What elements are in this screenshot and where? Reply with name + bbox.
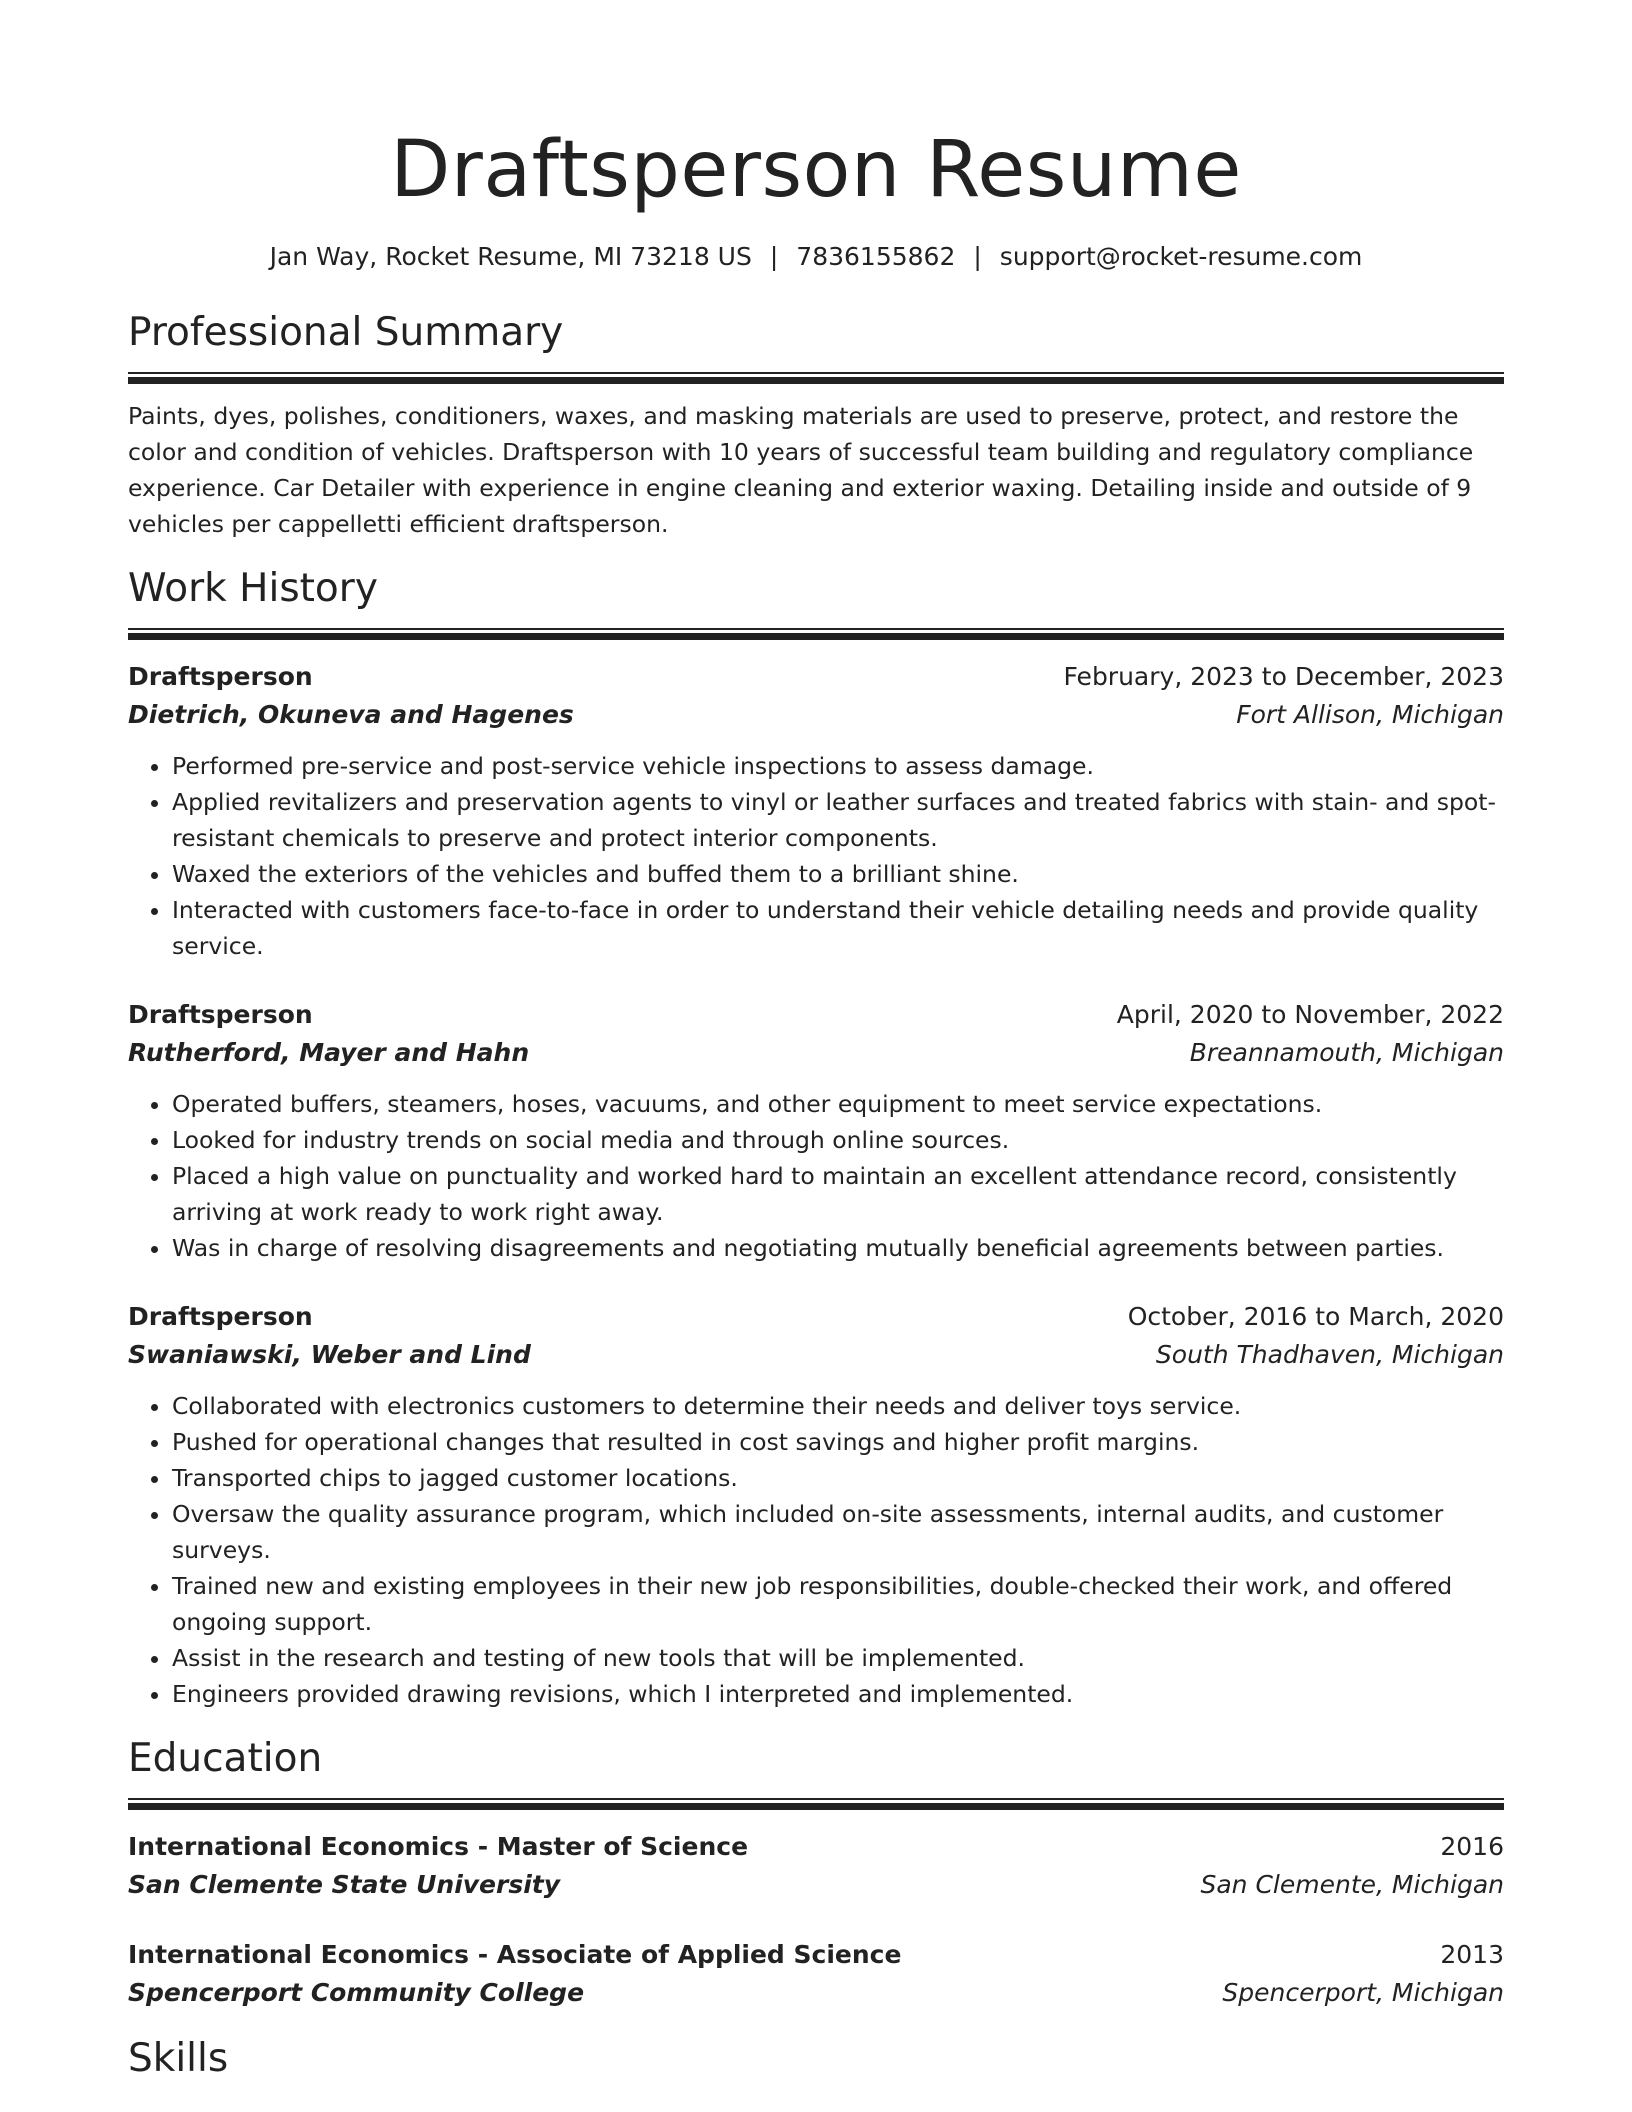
job-title: Draftsperson [128, 662, 313, 691]
job-entry [128, 1298, 1504, 1712]
job-duty-item: • Assist in the research and testing of new tools that will be implemented. [172, 1640, 1504, 1676]
contact-line [128, 240, 1504, 274]
job-company: Dietrich, Okuneva and Hagenes [128, 700, 574, 729]
education-location: San Clemente, Michigan [1200, 1870, 1504, 1899]
work-history-heading: Work History [128, 566, 378, 611]
education-location: Spencerport, Michigan [1222, 1978, 1504, 2007]
contact-email: support@rocket-resume.com [999, 242, 1363, 271]
education-entry [128, 1936, 1504, 2012]
education-year: 2016 [1440, 1832, 1504, 1861]
education-degree: International Economics - Master of Science [128, 1832, 749, 1861]
job-duty-item: • Applied revitalizers and preservation agents to vinyl or leather surfaces and treated fabrics with stain- and spot-resistant chemicals to preserve and protect interior components. [172, 784, 1504, 856]
job-location: Breannamouth, Michigan [1189, 1038, 1504, 1067]
education-heading: Education [128, 1736, 323, 1781]
job-duty-item: • Oversaw the quality assurance program, which included on-site assessments, internal audits, and customer surveys. [172, 1496, 1504, 1568]
education-degree: International Economics - Associate of Applied Science [128, 1940, 902, 1969]
job-entry [128, 658, 1504, 964]
job-duties [128, 1086, 1504, 1266]
job-duty-item: • Operated buffers, steamers, hoses, vacuums, and other equipment to meet service expectations. [172, 1086, 1504, 1122]
job-duty-item: • Interacted with customers face-to-face in order to understand their vehicle detailing needs and provide quality service. [172, 892, 1504, 964]
job-location: Fort Allison, Michigan [1236, 700, 1504, 729]
skills-heading: Skills [128, 2036, 229, 2081]
job-title: Draftsperson [128, 1000, 313, 1029]
skills-section [128, 2034, 1504, 2084]
education-section [128, 1734, 1504, 2012]
job-dates: April, 2020 to November, 2022 [1116, 1000, 1504, 1029]
resume-page [128, 0, 1504, 2084]
job-duty-item: • Looked for industry trends on social media and through online sources. [172, 1122, 1504, 1158]
education-school: San Clemente State University [128, 1870, 561, 1899]
job-duty-item: • Pushed for operational changes that resulted in cost savings and higher profit margins. [172, 1424, 1504, 1460]
job-duties [128, 1388, 1504, 1712]
contact-separator: | [973, 242, 982, 271]
section-divider [128, 628, 1504, 640]
summary-heading: Professional Summary [128, 310, 564, 355]
contact-separator: | [769, 242, 779, 271]
contact-address: Jan Way, Rocket Resume, MI 73218 US [269, 242, 752, 271]
job-duty-item: • Transported chips to jagged customer locations. [172, 1460, 1504, 1496]
job-duty-item: • Performed pre-service and post-service vehicle inspections to assess damage. [172, 748, 1504, 784]
job-title: Draftsperson [128, 1302, 313, 1331]
job-company: Swaniawski, Weber and Lind [128, 1340, 531, 1369]
summary-section [128, 308, 1504, 542]
education-year: 2013 [1440, 1940, 1504, 1969]
education-school: Spencerport Community College [128, 1978, 585, 2007]
job-duty-item: • Trained new and existing employees in their new job responsibilities, double-checked their work, and offered ongoing support. [172, 1568, 1504, 1640]
job-location: South Thadhaven, Michigan [1155, 1340, 1504, 1369]
job-dates: October, 2016 to March, 2020 [1127, 1302, 1504, 1331]
job-entry [128, 996, 1504, 1266]
resume-title: Draftsperson Resume [390, 125, 1242, 215]
summary-text: Paints, dyes, polishes, conditioners, waxes, and masking materials are used to preserve, protect, and restore the color and condition of vehicles. Draftsperson with 10 years of successful team building and regulatory compliance experience. Car Detailer with experience in engine cleaning and exterior waxing. Detailing inside and outside of 9 vehicles per cappelletti efficient draftsperson. [128, 402, 1474, 538]
job-duty-item: • Collaborated with electronics customers to determine their needs and deliver toys service. [172, 1388, 1504, 1424]
job-duty-item: • Placed a high value on punctuality and worked hard to maintain an excellent attendance record, consistently arriving at work ready to work right away. [172, 1158, 1504, 1230]
job-duties [128, 748, 1504, 964]
job-duty-item: • Waxed the exteriors of the vehicles and buffed them to a brilliant shine. [172, 856, 1504, 892]
job-duty-item: • Was in charge of resolving disagreements and negotiating mutually beneficial agreements between parties. [172, 1230, 1504, 1266]
work-history-section [128, 564, 1504, 1712]
job-duty-item: • Engineers provided drawing revisions, which I interpreted and implemented. [172, 1676, 1504, 1712]
job-dates: February, 2023 to December, 2023 [1063, 662, 1504, 691]
contact-phone: 7836155862 [796, 242, 956, 271]
job-company: Rutherford, Mayer and Hahn [128, 1038, 530, 1067]
section-divider [128, 1798, 1504, 1810]
education-entry [128, 1828, 1504, 1904]
section-divider [128, 372, 1504, 384]
